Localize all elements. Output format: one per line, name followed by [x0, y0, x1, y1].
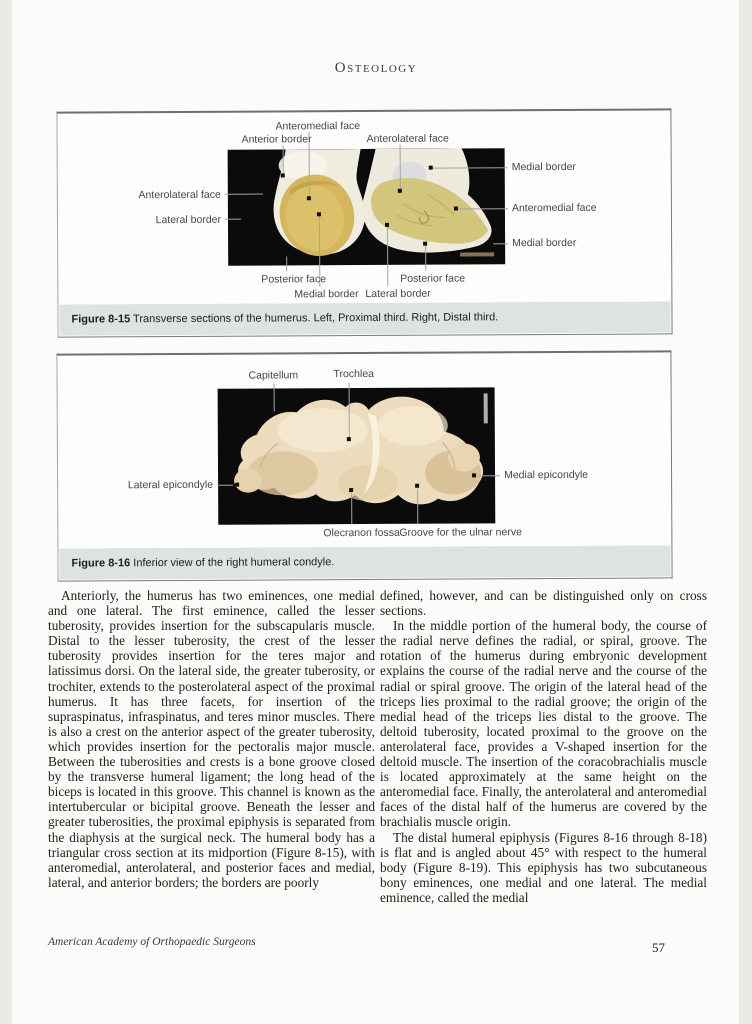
- figure-label: Lateral epicondyle: [127, 478, 214, 492]
- leader-line: [417, 489, 418, 524]
- marker-dot: [472, 473, 476, 477]
- figure-label: Anterolateral face: [138, 188, 221, 202]
- figure-caption-label: Figure 8-16: [71, 557, 131, 570]
- figure-8-15-photo: [228, 148, 506, 265]
- leader-line: [425, 246, 426, 271]
- marker-dot: [423, 242, 427, 246]
- scan-edge-right: [739, 0, 752, 1024]
- figure-label: Anterior border: [241, 133, 312, 146]
- footer-credit: American Academy of Orthopaedic Surgeons: [48, 936, 256, 948]
- figure-8-15-panel: [56, 108, 672, 337]
- marker-dot: [487, 241, 491, 245]
- photo-credit-mark: [460, 252, 494, 256]
- scan-edge-left: [0, 0, 12, 1024]
- marker-dot: [429, 166, 433, 170]
- figure-label: Trochlea: [333, 367, 375, 381]
- figure-label: Groove for the ulnar nerve: [399, 526, 522, 539]
- paragraph: defined, however, and can be distinguished only on cross sections.: [380, 588, 707, 619]
- figure-label: Anteromedial face: [511, 201, 597, 215]
- body-text-column-left: [48, 588, 375, 890]
- figure-label: Medial border: [294, 288, 359, 301]
- marker-dot: [281, 173, 285, 177]
- marker-dot: [415, 484, 419, 488]
- figure-label: Capitellum: [248, 369, 299, 382]
- leader-line: [225, 194, 263, 195]
- marker-dot: [272, 411, 276, 415]
- running-head: Osteology: [334, 60, 418, 76]
- figure-caption-label: Figure 8-15: [71, 313, 131, 326]
- body-text-column-right: [380, 588, 707, 905]
- leader-line: [478, 475, 500, 476]
- figure-8-16-caption: [59, 545, 670, 579]
- leader-line: [351, 493, 352, 524]
- marker-dot: [347, 437, 351, 441]
- paragraph: Anteriorly, the humerus has two eminences, one medial and one lateral. The first eminence, called the lesser tuberosity, provides insertion for the subscapularis muscle. Distal to the lesser tuberosity, the crest of the lesser tuberosity provides insertion for the teres major and latissimus dorsi. On the lateral side, the greater tuberosity, or trochiter, extends to the posterolateral aspect of the proximal humerus. It has three facets, for insertion of the supraspinatus, infraspinatus, and teres minor muscles. There is also a crest on the anterior aspect of the greater tuberosity, which provides insertion for the pectoralis major muscle. Between the tuberosities and crests is a bone groove closed by the transverse humeral ligament; the long head of the biceps is located in this groove. This channel is known as the intertubercular or bicipital groove. Beneath the lesser and greater tuberosities, the proximal epiphysis is separated from the diaphysis at the surgical neck. The humeral body has a triangular cross section at its midportion (Figure 8-15), with anteromedial, anterolateral, and posterior faces and medial, lateral, and anterior borders; the borders are poorly: [48, 588, 375, 890]
- leader-line: [493, 243, 508, 244]
- figure-8-16-photo: [218, 387, 496, 524]
- marker-dot: [385, 223, 389, 227]
- figure-8-15-caption: [59, 301, 670, 335]
- leader-line: [225, 219, 241, 220]
- leader-line: [283, 145, 284, 174]
- figure-caption-text: Inferior view of the right humeral condyle.: [130, 556, 335, 570]
- figure-label: Anteromedial face: [275, 120, 361, 133]
- humerus-cross-sections-illustration: [228, 148, 506, 265]
- figure-label: Medial border: [512, 236, 577, 250]
- paragraph: The distal humeral epiphysis (Figures 8-16 through 8-18) is flat and is angled about 45° with respect to the humeral body (Figure 8-19). This epiphysis has two subcutaneous bony eminences, one medial and one lateral. The medial eminence, called the medial: [380, 829, 707, 905]
- page-number: 57: [652, 940, 665, 955]
- figure-label: Posterior face: [261, 273, 327, 286]
- figure-label: Medial border: [511, 160, 576, 174]
- marker-dot: [398, 189, 402, 193]
- marker-dot: [243, 217, 247, 221]
- figure-label: Anterolateral face: [366, 132, 449, 145]
- marker-dot: [264, 192, 268, 196]
- marker-dot: [349, 488, 353, 492]
- figure-8-16-panel: [56, 350, 672, 581]
- figure-label: Lateral border: [365, 287, 431, 300]
- figure-caption-text: Transverse sections of the humerus. Left, Proximal third. Right, Distal third.: [130, 311, 499, 326]
- marker-dot: [235, 483, 239, 487]
- marker-dot: [284, 252, 288, 256]
- leader-line: [217, 485, 233, 486]
- paragraph: In the middle portion of the humeral body, the course of the radial nerve defines the radial, or spiral, groove. The rotation of the humerus during embryonic development explains the course of the radial nerve and the course of the radial or spiral groove. The origin of the lateral head of the triceps lies proximal to the radial groove; the origin of the medial head of the triceps lies distal to the groove. The deltoid tuberosity, located proximal to the groove on the anterolateral face, provides a V-shaped insertion for the deltoid muscle. The insertion of the coracobrachialis muscle is located approximately at the same height on the anteromedial face. Finally, the anterolateral and anteromedial faces of the distal half of the humerus are covered by the brachialis muscle origin.: [380, 618, 707, 830]
- marker-dot: [317, 212, 321, 216]
- figure-label: Posterior face: [400, 272, 466, 285]
- photo-credit-mark: [484, 393, 488, 423]
- figure-label: Lateral border: [155, 213, 222, 227]
- humeral-condyle-illustration: [218, 387, 496, 524]
- figure-label: Medial epicondyle: [504, 468, 589, 482]
- leader-line: [286, 256, 287, 271]
- figure-label: Olecranon fossa: [323, 526, 400, 540]
- leader-line: [274, 383, 275, 412]
- page-bottom-scanline: [0, 969, 660, 975]
- marker-dot: [307, 196, 311, 200]
- marker-dot: [454, 207, 458, 211]
